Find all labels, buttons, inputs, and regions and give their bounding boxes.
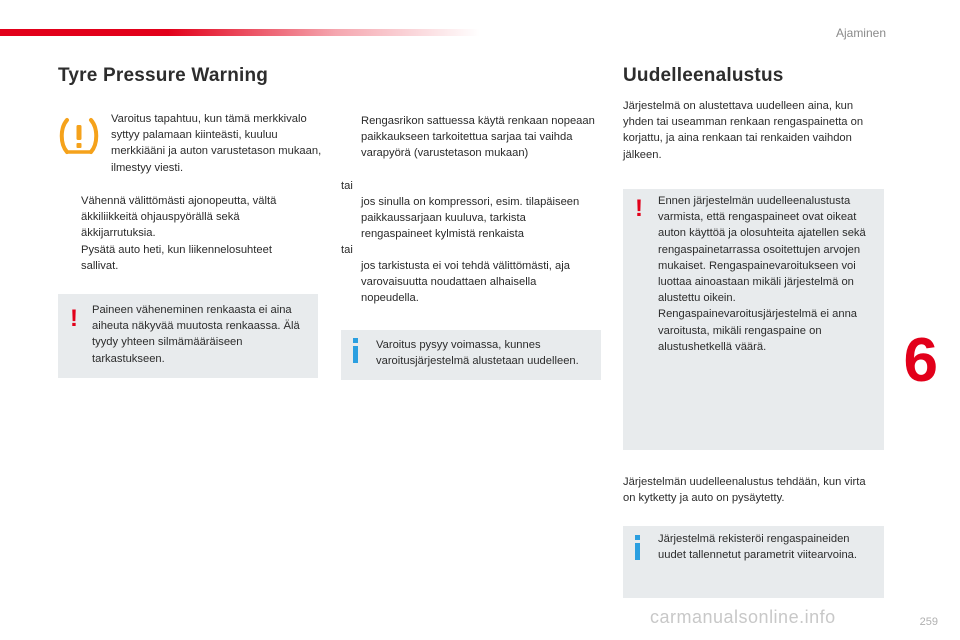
list-item-text: Pysätä auto heti, kun liikennelosuhteet sallivat. (81, 244, 272, 273)
section-title: Ajaminen (835, 26, 886, 40)
chapter-number: 6 (903, 326, 938, 395)
warning-exclamation-icon: ! (70, 305, 78, 332)
watermark: carmanualsonline.info (650, 607, 836, 627)
reinitialisation-heading: Uudelleenalustus (623, 65, 784, 86)
page-number: 259 (919, 616, 938, 628)
warning-box (58, 294, 318, 378)
info-icon-stem (353, 346, 358, 363)
info-icon-stem (635, 543, 640, 560)
list-item (341, 194, 596, 243)
list-item-text: jos tarkistusta ei voi tehdä välittömästi, aja varovaisuutta noudattaen alhaisella nopeudella. (361, 260, 570, 305)
warning-box-text: Ennen järjestelmän uudelleenalustusta varmista, että rengaspaineet ovat oikeat auton käyttöä ja olosuhteita ajatellen sekä rengaspainetarrassa osoitettujen arvojen mukaiset. Rengaspainevaroitukseen voi luottaa ainoastaan mikäli järjestelmä on alustettu oikein. Rengaspainevaroitusjärjestelmä ei anna varoitusta, mikäli rengaspaine on alustushetkellä väärä. (658, 195, 866, 353)
info-icon (635, 535, 640, 540)
warning-intro-text: Varoitus tapahtuu, kun tämä merkkivalo syttyy palamaan kiinteästi, kuuluu merkkiääni ja auton varustetason mukaan, ilmestyy viesti. (111, 113, 322, 174)
header-accent-bar (0, 29, 480, 36)
info-icon (353, 338, 358, 343)
reinitialisation-conditions: Järjestelmän uudelleenalustus tehdään, kun virta on kytketty ja auto on pysäytetty. (623, 476, 866, 505)
list-item (341, 113, 596, 162)
list-item (61, 242, 311, 274)
or-separator: tai (341, 244, 353, 256)
info-box (341, 330, 601, 380)
list-item-text: Rengasrikon sattuessa käytä renkaan nopeaan paikkaukseen tarkoitettua sarjaa tai vaihda varapyörä (varustetason mukaan) (361, 115, 595, 160)
list-item (341, 258, 596, 307)
list-item (61, 193, 311, 242)
tyre-pressure-warning-lamp-icon (58, 116, 100, 156)
list-item-text: Vähennä välittömästi ajonopeutta, vältä äkkiliikkeitä ohjauspyörällä sekä äkkijarrutuksia. (81, 195, 277, 240)
warning-box (623, 189, 884, 450)
tyre-pressure-heading: Tyre Pressure Warning (58, 65, 269, 86)
warning-box-text: Paineen väheneminen renkaasta ei aina aiheuta näkyvää muutosta renkaassa. Älä tyydy yhteen silmämääräiseen tarkastukseen. (92, 304, 300, 365)
info-box-text: Järjestelmä rekisteröi rengaspaineiden uudet tallennetut parametrit viitearvoina. (658, 533, 858, 562)
reinitialisation-intro: Järjestelmä on alustettava uudelleen aina, kun yhden tai useamman renkaan rengaspainetta on korjattu, ja aina renkaan tai renkaiden vaihdon jälkeen. (623, 100, 864, 161)
info-box (623, 526, 884, 598)
list-item-text: jos sinulla on kompressori, esim. tilapäiseen paikkaussarjaan kuuluva, tarkista rengaspaineet kylmistä renkaista (361, 196, 580, 241)
or-separator: tai (341, 180, 353, 192)
warning-exclamation-icon: ! (635, 195, 643, 222)
info-box-text: Varoitus pysyy voimassa, kunnes varoitusjärjestelmä alustetaan uudelleen. (376, 339, 579, 368)
